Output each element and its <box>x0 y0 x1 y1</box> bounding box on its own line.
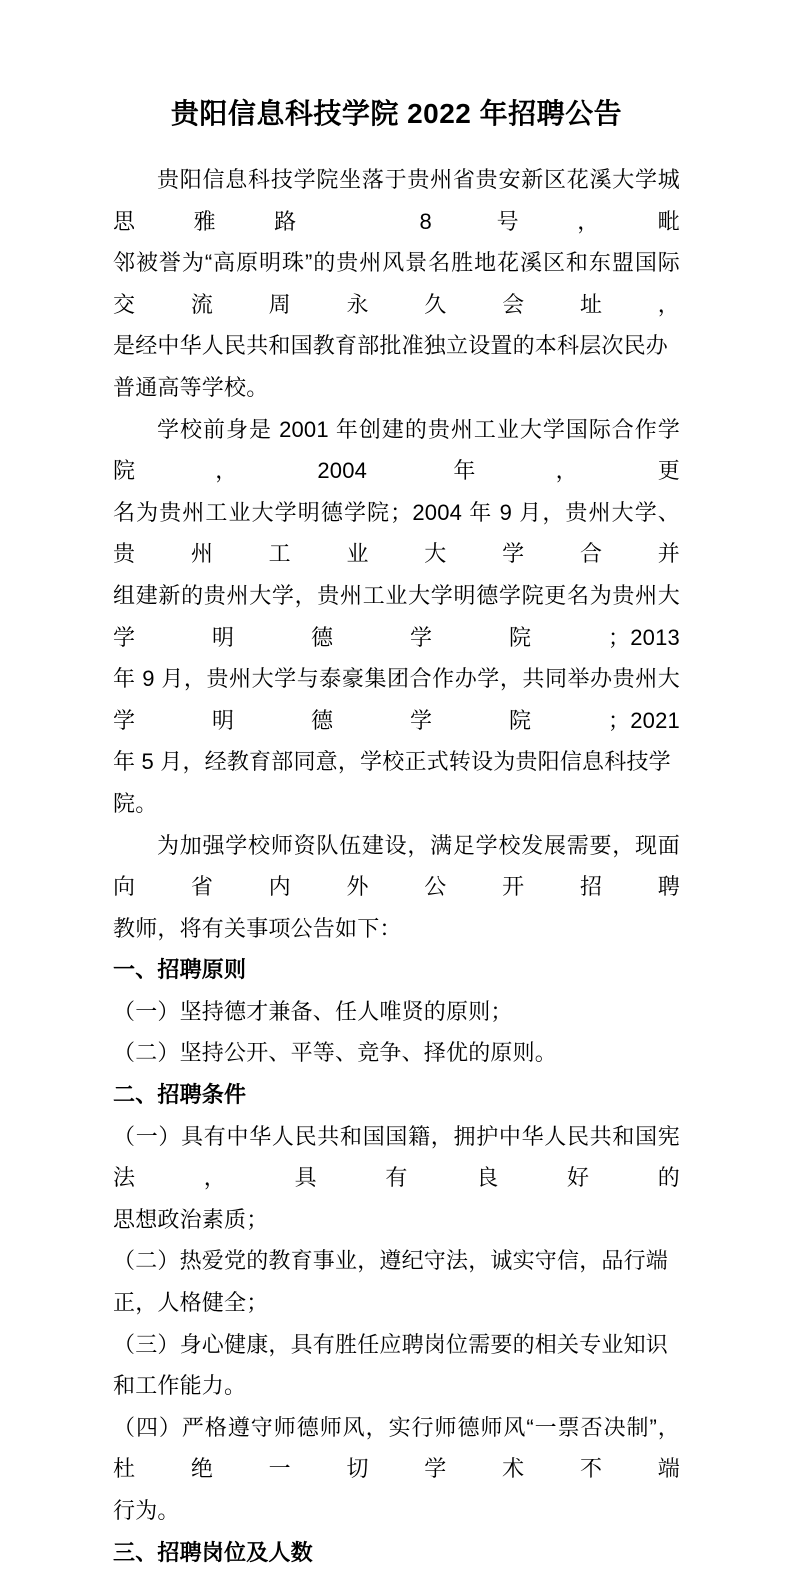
paragraph-line: 邻被誉为“高原明珠”的贵州风景名胜地花溪区和东盟国际交流周永久会址， <box>113 250 680 317</box>
paragraph-line: 为加强学校师资队伍建设，满足学校发展需要，现面向省内外公开招聘 <box>113 832 680 900</box>
list-item-line: （一）具有中华人民共和国国籍，拥护中华人民共和国宪法，具有良好的 <box>113 1123 680 1191</box>
paragraph-line: 名为贵州工业大学明德学院；2004 年 9 月，贵州大学、贵州工业大学合并 <box>113 499 680 567</box>
section-heading-recruitment-conditions: 二、招聘条件 <box>113 1082 247 1108</box>
paragraph-line: 组建新的贵州大学，贵州工业大学明德学院更名为贵州大学明德学院；2013 <box>113 582 680 650</box>
paragraph-line: 年 5 月，经教育部同意，学校正式转设为贵阳信息科技学院。 <box>113 749 671 816</box>
section-heading-positions-and-headcount: 三、招聘岗位及人数 <box>113 1539 313 1565</box>
paragraph-line: 是经中华人民共和国教育部批准独立设置的本科层次民办普通高等学校。 <box>113 333 669 400</box>
list-item-line: （二）热爱党的教育事业，遵纪守法，诚实守信，品行端正，人格健全； <box>113 1248 669 1316</box>
paragraph-line: 教师，将有关事项公告如下： <box>113 915 402 941</box>
paragraph-line: 年 9 月，贵州大学与泰豪集团合作办学，共同举办贵州大学明德学院；2021 <box>113 666 680 733</box>
paragraph-line: 贵阳信息科技学院坐落于贵州省贵安新区花溪大学城思雅路 8 号，毗 <box>113 167 680 234</box>
list-item-line: （四）严格遵守师德师风，实行师德师风“一票否决制”，杜绝一切学术不端 <box>113 1414 680 1482</box>
list-item-line: （二）坚持公开、平等、竞争、择优的原则。 <box>113 1040 558 1066</box>
list-item-line: 思想政治素质； <box>113 1206 269 1232</box>
paragraph-line: 学校前身是 2001 年创建的贵州工业大学国际合作学院，2004 年，更 <box>113 416 680 484</box>
list-item-line: （一）坚持德才兼备、任人唯贤的原则； <box>113 998 513 1024</box>
list-item-line: 行为。 <box>113 1498 180 1523</box>
list-item-line: （三）身心健康，具有胜任应聘岗位需要的相关专业知识和工作能力。 <box>113 1331 669 1399</box>
document-title: 贵阳信息科技学院 2022 年招聘公告 <box>170 98 623 129</box>
section-heading-recruitment-principles: 一、招聘原则 <box>113 957 247 983</box>
